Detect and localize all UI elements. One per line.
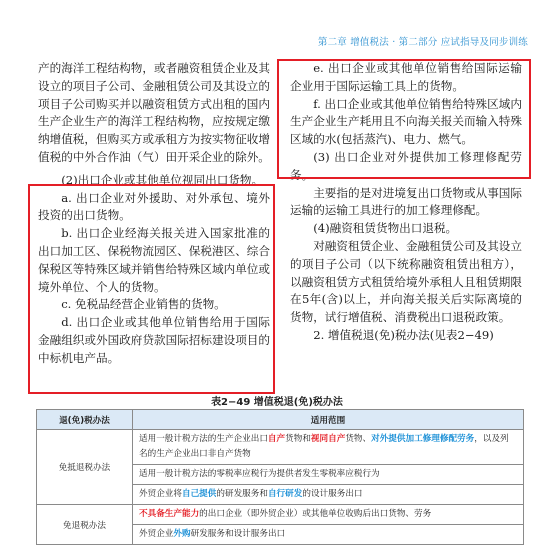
paragraph: (2)出口企业或其他单位视同出口货物。 xyxy=(61,172,264,187)
paragraph: c. 免税品经营企业销售的货物。 xyxy=(61,297,226,312)
scope-cell xyxy=(133,430,524,465)
scope-text: ，以及列名的生产企业出口非自产货物 xyxy=(139,434,509,459)
scope-text: 外贸企业 xyxy=(139,529,174,539)
scope-text: 的出口企业（即外贸企业）或其他单位收购后出口货物、劳务 xyxy=(199,509,432,519)
scope-cell xyxy=(133,525,524,545)
table-header-method: 退(免)税办法 xyxy=(37,410,133,430)
scope-text: 货物、 xyxy=(345,434,372,444)
scope-text: 货物和 xyxy=(285,434,311,444)
method-cell: 免抵退税办法 xyxy=(37,430,133,505)
table-body xyxy=(37,430,524,545)
highlight-blue-text: 外购 xyxy=(173,529,191,539)
table-row xyxy=(37,505,524,525)
chapter-header: 第二章 增值税法 · 第二部分 应试指导及同步训练 xyxy=(317,37,528,48)
paragraph: a. 出口企业对外援助、对外承包、境外投资的出口货物。 xyxy=(38,190,270,223)
table-header-scope: 适用范围 xyxy=(133,410,524,430)
scope-text: 研发服务和设计服务出口 xyxy=(190,529,286,539)
table-row xyxy=(37,430,524,465)
paragraph: 2. 增值税退(免)税办法(见表2−49) xyxy=(313,327,494,342)
highlight-red-text: 视同自产 xyxy=(310,434,346,444)
scope-cell xyxy=(133,505,524,525)
highlight-blue-text: 自己提供 xyxy=(181,489,217,499)
table-title: 表2−49 增值税退(免)税办法 xyxy=(211,397,343,408)
paragraph: 主要指的是对进境复出口货物或从事国际运输的运输工具进行的加工修理修配。 xyxy=(290,185,522,218)
paragraph: b. 出口企业经海关报关进入国家批准的出口加工区、保税物流园区、保税港区、综合保税区等特殊区域并销售给特殊区域内单位或境外单位、个人的货物。 xyxy=(38,226,270,294)
scope-text: 适用一般计税方法的生产企业出口 xyxy=(139,434,268,444)
scope-text: 适用一般计税方法的零税率应税行为提供者发生零税率应税行为 xyxy=(139,469,380,479)
scope-text: 外贸企业将 xyxy=(139,489,182,499)
scope-cell xyxy=(133,485,524,505)
highlight-blue-text: 自行研发 xyxy=(267,489,303,499)
highlight-red-text: 不具备生产能力 xyxy=(139,509,200,519)
paragraph: 对融资租赁企业、金融租赁公司及其设立的项目子公司（以下统称融资租赁出租方），以融资租赁方式租赁给境外承租人且租赁期限在5年(含)以上，并向海关报关后实际离境的货物，试行增值税、消费税出口退税政策。 xyxy=(290,238,522,325)
paragraph: (4)融资租赁货物出口退税。 xyxy=(313,221,458,236)
method-cell: 免退税办法 xyxy=(37,505,133,545)
highlight-blue-text: 对外提供加工修理修配劳务 xyxy=(371,434,475,444)
paragraph: e. 出口企业或其他单位销售给国际运输企业用于国际运输工具上的货物。 xyxy=(290,61,522,93)
paragraph: 产的海洋工程结构物，或者融资租赁企业及其设立的项目子公司、金融租赁公司及其设立的项目子公司购买并以融资租赁方式出租的国内生产企业生产的海洋工程结构物，应按规定缴纳增值税，但购买方或承租方为按实物征收增值税的中外合作油（气）田开采企业的除外。 xyxy=(38,61,270,164)
paragraph: d. 出口企业或其他单位销售给用于国际金融组织或外国政府贷款国际招标建设项目的中标机电产品。 xyxy=(38,315,270,365)
scope-cell xyxy=(133,465,524,485)
scope-text: 的设计服务出口 xyxy=(302,489,363,499)
scope-text: 的研发服务和 xyxy=(216,489,268,499)
paragraph: (3) 出口企业对外提供加工修理修配劳务。 xyxy=(290,149,522,182)
right-text-column xyxy=(290,60,522,345)
refund-method-table xyxy=(36,409,524,545)
paragraph: f. 出口企业或其他单位销售给特殊区域内生产企业生产耗用且不向海关报关而输入特殊区域的水(包括蒸汽)、电力、燃气。 xyxy=(290,96,522,147)
highlight-red-text: 自产 xyxy=(267,434,286,444)
table-header-row xyxy=(37,410,524,430)
left-text-column xyxy=(38,60,270,368)
